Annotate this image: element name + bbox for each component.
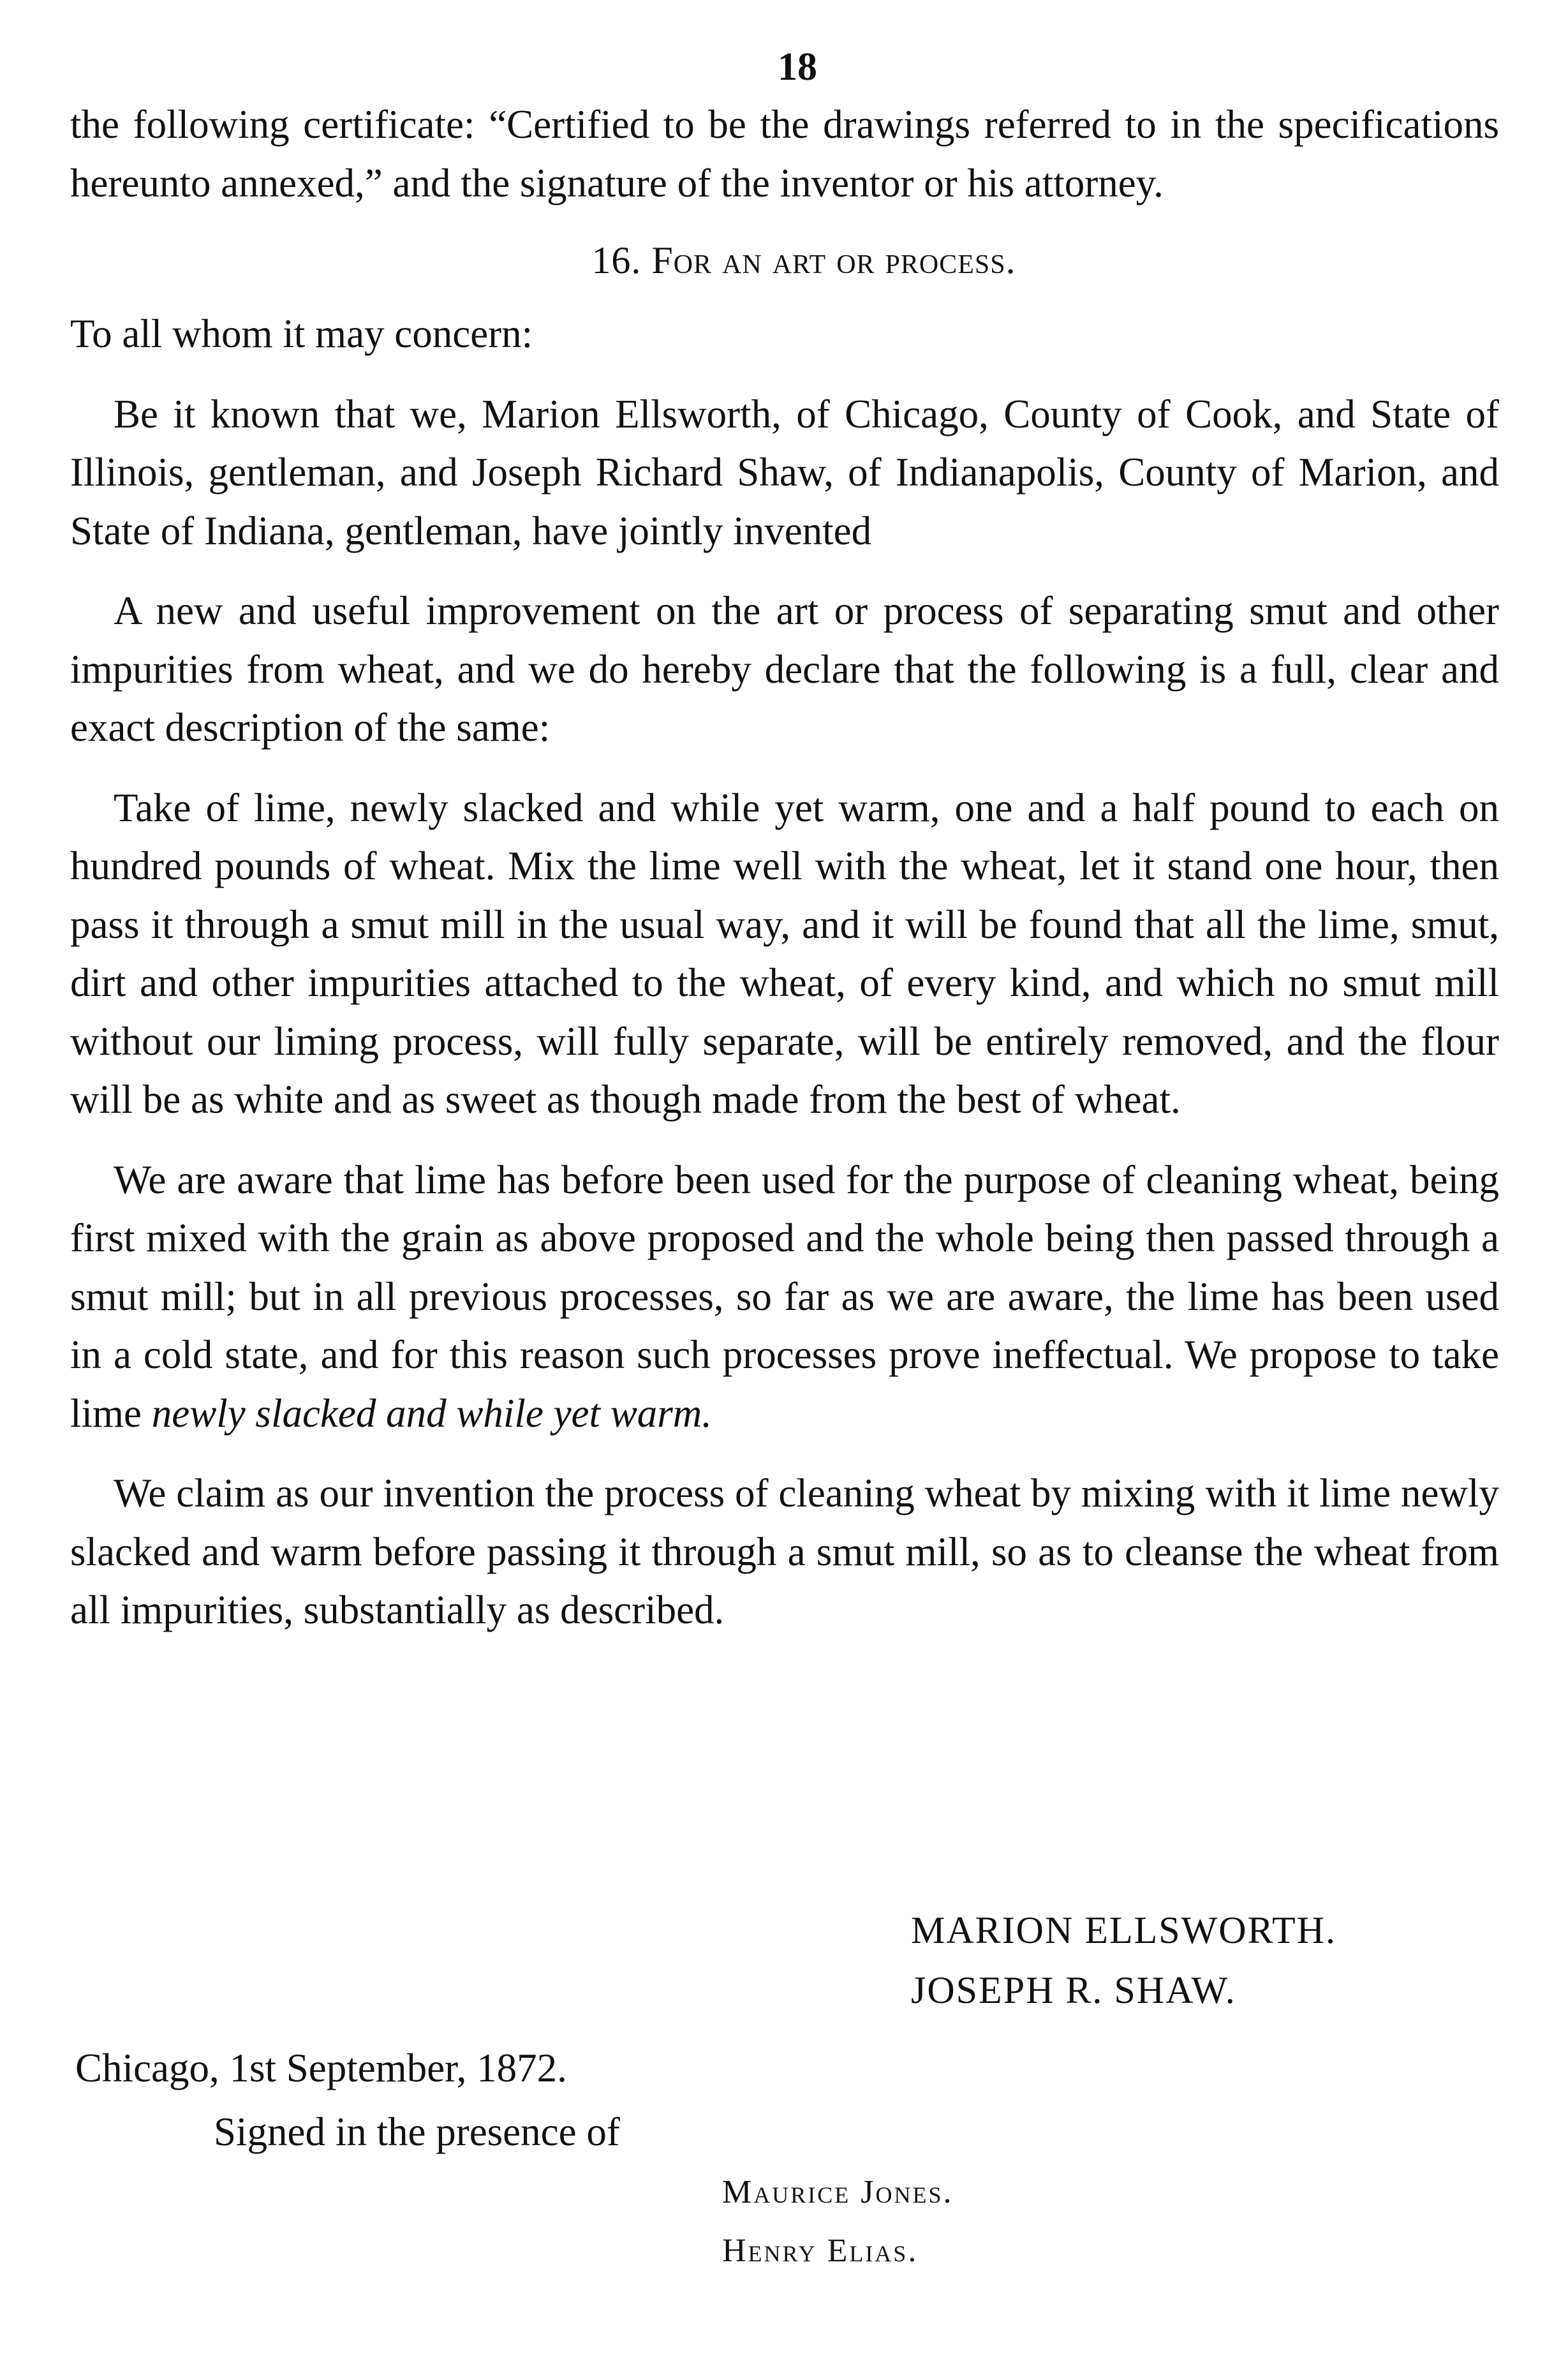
- witness-signature-1: Maurice Jones.: [722, 2174, 954, 2210]
- section-number: 16.: [591, 239, 642, 281]
- description-intro-paragraph: A new and useful improvement on the art or process of separating smut and other impurities from wheat, and we do hereby declare that the following is a full, clear and exact description of the same:: [70, 588, 1499, 750]
- page-number: 18: [778, 45, 817, 89]
- section-title: For an art or process.: [651, 239, 1016, 281]
- certificate-continuation-paragraph: the following certificate: “Certified to be the drawings referred to in the specifications hereunto annexed,” and the signature of the inventor or his attorney.: [70, 102, 1499, 205]
- prior-art-emphasis: newly slacked and while yet warm.: [151, 1390, 713, 1436]
- process-paragraph: Take of lime, newly slacked and while yet warm, one and a half pound to each on hundred pounds of wheat. Mix the lime well with the wheat, let it stand one hour, then pass it through a smut mill in the usual way, and it will be found that all the lime, smut, dirt and other impurities attached to the wheat, of every kind, and which no smut mill without our liming process, will fully separate, will be entirely removed, and the flour will be as white and as sweet as though made from the best of wheat.: [70, 785, 1499, 1122]
- presence-line: Signed in the presence of: [214, 2109, 620, 2154]
- document-page: [70, 45, 1499, 1640]
- section-heading: [70, 232, 1499, 290]
- place-date-line: Chicago, 1st September, 1872.: [75, 2046, 567, 2090]
- inventors-paragraph: Be it known that we, Marion Ellsworth, of Chicago, County of Cook, and State of Illinois, gentleman, and Joseph Richard Shaw, of Indianapolis, County of Marion, and State of Indiana, gentleman, have jointly invented: [70, 391, 1499, 553]
- witness-signatures: [722, 2163, 953, 2280]
- inventor-signatures: [911, 1900, 1336, 2020]
- inventor-signature-2: JOSEPH R. SHAW.: [911, 1969, 1236, 2011]
- witness-signature-2: Henry Elias.: [722, 2233, 919, 2269]
- claim-paragraph: We claim as our invention the process of cleaning wheat by mixing with it lime newly slacked and warm before passing it through a smut mill, so as to cleanse the wheat from all impurities, substantially as described.: [70, 1471, 1499, 1632]
- prior-art-text: We are aware that lime has before been used for the purpose of cleaning wheat, being first mixed with the grain as above proposed and the whole being then passed through a smut mill; but in all previous processes, so far as we are aware, the lime has been used in a cold state, and for this reason such processes prove ineffectual. We propose to take lime: [70, 1157, 1499, 1436]
- inventor-signature-1: MARION ELLSWORTH.: [911, 1909, 1337, 1951]
- salutation: To all whom it may concern:: [70, 311, 533, 356]
- prior-art-paragraph: [70, 1151, 1499, 1443]
